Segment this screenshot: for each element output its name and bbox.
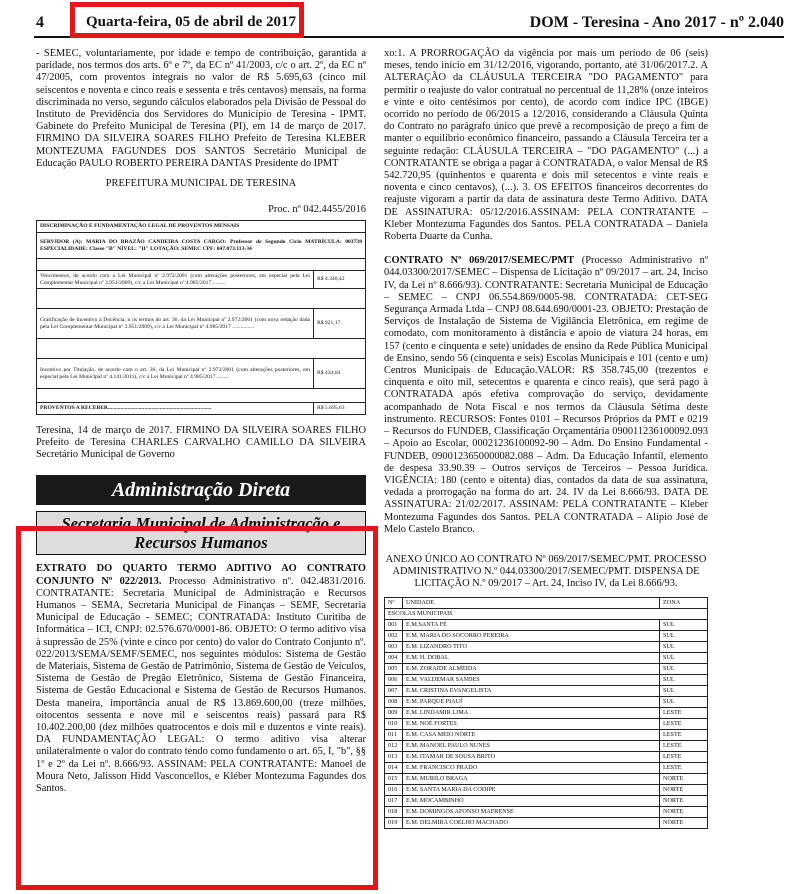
table-row (37, 359, 366, 389)
school-number: 005 (385, 663, 403, 674)
school-unit: E.M. SANTA MARIA DA CODIPE (403, 784, 660, 795)
table-row (385, 762, 708, 773)
closing-paragraph: Teresina, 14 de março de 2017. FIRMINO DA SILVEIRA SOARES FILHO Prefeito de Teresina CHARLES CARVALHO CAMILLO DA SILVEIRA Secretário Municipal de Governo (36, 424, 366, 461)
school-zone: SUL (660, 641, 708, 652)
schools-header-zone: ZONA (660, 597, 708, 608)
school-unit: E.M. CRISTINA EVANGELISTA (403, 685, 660, 696)
date-highlight-box (70, 2, 304, 38)
proventos-value: R$ 4.340,42 (314, 271, 366, 289)
intro-paragraph: - SEMEC, voluntariamente, por idade e tempo de contribuição, garantida a paridade, nos termos dos arts. 6º e 7º, da EC nº 41/2003, c/c o art. 2º, da EC nº 47/2005, com proventos integrais no valor de R$ 5.695,63 (cinco mil seiscentos e noventa e cinco reais e sessenta e três centavos) mensais, na forma discriminada no verso, segundo cálculos elaborados pela Divisão de Pessoal do Instituto de Previdência dos Servidores do Município de Teresina - IPMT. Gabinete do Prefeito Municipal de Teresina (PI), em 14 de março de 2017. FIRMINO DA SILVEIRA SOARES FILHO Prefeito de Teresina KLEBER MONTEZUMA FAGUNDES DOS SANTOS Secretário Municipal de Educação PAULO ROBERTO PEREIRA DANTAS Presidente do IPMT (36, 48, 366, 169)
table-row (37, 403, 366, 415)
school-unit: E.M. LIZANDRO TITO (403, 641, 660, 652)
right-column (384, 48, 708, 829)
table-row (385, 630, 708, 641)
school-unit: E.M. FRANCISCO PRADO (403, 762, 660, 773)
table-row (385, 751, 708, 762)
school-number: 004 (385, 652, 403, 663)
school-number: 014 (385, 762, 403, 773)
process-number: Proc. nº 042.4455/2016 (268, 204, 366, 216)
page-number: 4 (36, 14, 44, 31)
school-unit: E.M. CASA MEIO NORTE (403, 729, 660, 740)
school-unit: E.M. NOÉ FORTES (403, 718, 660, 729)
school-unit: E.M. VALDEMAR SANDES (403, 674, 660, 685)
publication-date: Quarta-feira, 05 de abril de 2017 (86, 14, 296, 30)
school-zone: LESTE (660, 729, 708, 740)
school-number: 002 (385, 630, 403, 641)
table-row (385, 806, 708, 817)
extract-title: EXTRATO DO QUARTO TERMO ADITIVO AO CONTRATO CONJUNTO Nº 022/2013. (36, 563, 366, 587)
school-unit: E.M. MANOEL PAULO NUNES (403, 740, 660, 751)
school-number: 019 (385, 817, 403, 828)
school-number: 017 (385, 795, 403, 806)
journal-title: DOM - Teresina - Ano 2017 - nº 2.040 (529, 14, 784, 31)
school-unit: E.M. MURILO BRAGA (403, 773, 660, 784)
school-number: 009 (385, 707, 403, 718)
contract-body: (Processo Administrativo nº 044.03300/2017/SEMEC – Dispensa de Licitação nº 09/2017 – art. 24, Inciso IV, da Lei nº 8.666/93). CONTRATANTE: Secretaria Municipal de Educação – SEMEC – CNPJ 06.554.869/0005-98. CONTRATADA: CET-SEG Segurança Armada Ltda – CNPJ 08.644.690/0001-23. OBJETO: Prestação de Serviços de Instalação de Sistema de Vigilância Eletrônica, em regime de comodato, com monitoramento à distância e apoio de viatura 24 horas, em 157 (cento e cinquenta e sete) unidades de ensino da Rede Pública Municipal de Ensino, sendo 56 (cinquenta e seis) Escolas Municipais e 101 (cento e um) Centros Municipais de Educação.VALOR: R$ 358.745,00 (trezentos e cinquenta e oito mil, setecentos e quarenta e cinco reais), que será pago à CONTRATADA após efetiva comprovação do serviço, devidamente acompanhado de Nota Fiscal e nos termos da Cláusula Sétima deste instrumento. RECURSOS: Fontes 0101 – Recursos Próprios da PMT e 0219 – Recursos do FUNDEB, Classificação Orçamentária 090011236100092.093 – Apoio ao Escolar, 00021236100092-90 – Adm. Do Ensino Fundamental - FUNDEB, 0900123650000082.088 – Adm. Da Educação Infantil, elemento de despesa 33.90.39 – Outros serviços de Terceiros – Pessoa Jurídica. VIGÊNCIA: 180 (cento e oitenta) dias, contados da data de sua assinatura, vedada a prorrogação na forma do art. 24. IV da Lei 8.666/93. DATA DE ASSINATURA: 21/02/2017. ASSINAM: PELA CONTRATANTE – Kleber Montezuma Fagundes dos Santos. PELA CONTRATADA – Alípio José de Melo Castelo Branco. (384, 255, 709, 535)
school-zone: NORTE (660, 795, 708, 806)
table-row (37, 271, 366, 289)
school-number: 012 (385, 740, 403, 751)
section-highlight-box (16, 526, 378, 890)
school-zone: NORTE (660, 817, 708, 828)
table-row (385, 784, 708, 795)
school-zone: SUL (660, 663, 708, 674)
proventos-desc: Incentivo por Titulação, de acordo com o art. 36, da Lei Municipal nº 2.972/2001 (com alterações posteriores, em especial pela Lei Municipal nº 4.141/2011), c/c a Lei Municipal nº 4.985/2017 ......... (37, 359, 314, 389)
section-banner: Administração Direta (36, 475, 366, 505)
school-zone: SUL (660, 619, 708, 630)
prefeitura-heading: PREFEITURA MUNICIPAL DE TERESINA (105, 178, 297, 190)
schools-header-number: Nº (385, 597, 403, 608)
table-row (385, 641, 708, 652)
school-unit: E.M. DELMIRA COELHO MACHADO (403, 817, 660, 828)
school-number: 011 (385, 729, 403, 740)
contract-title: CONTRATO Nº 069/2017/SEMEC/PMT (384, 255, 575, 267)
school-number: 015 (385, 773, 403, 784)
proventos-servant-info: SERVIDOR (A): MARIA DO BRAZÃO CANDEIRA COSTA CARGO: Professor de Segundo Ciclo MATRÍCULA: 003738 ESPECIALIDADE: Classe "B" NÍVEL: "II" LOTAÇÃO: SEMEC CPF: 047.073.113-34 (37, 233, 366, 259)
schools-header-unit: UNIDADE (403, 597, 660, 608)
proventos-desc: Gratificação de Incentivo à Docência, n os termos do art. 36, da Lei Municipal nº 2.972/2001 (com nova redação dada pela Lei Complementar Municipal nº 3.951/2009), c/c a Lei Municipal nº 4.985/2017 ................ (37, 309, 314, 339)
school-zone: LESTE (660, 740, 708, 751)
school-unit: E.M. ITAMAR DE SOUSA BRITO (403, 751, 660, 762)
table-row (385, 773, 708, 784)
school-zone: LESTE (660, 718, 708, 729)
school-unit: E.M. ZORAIDE ALMEIDA (403, 663, 660, 674)
school-unit: E.M. MOCAMBINHO (403, 795, 660, 806)
section-subtitle: Secretaria Municipal de Administração e Recursos Humanos (36, 511, 366, 555)
school-zone: SUL (660, 652, 708, 663)
proventos-value: R$ 921,17 (314, 309, 366, 339)
table-row (385, 696, 708, 707)
table-row (385, 718, 708, 729)
school-unit: E.M.SANTA FÉ (403, 619, 660, 630)
school-zone: LESTE (660, 751, 708, 762)
table-row (385, 674, 708, 685)
table-row (385, 685, 708, 696)
school-number: 013 (385, 751, 403, 762)
school-unit: E.M. MARIA DO SOCORRO PEREIRA (403, 630, 660, 641)
table-row (385, 817, 708, 828)
school-zone: SUL (660, 630, 708, 641)
proventos-value: R$ 434,04 (314, 359, 366, 389)
school-unit: E.M. H. DOBAL (403, 652, 660, 663)
schools-table (384, 597, 708, 829)
table-row (385, 663, 708, 674)
school-number: 007 (385, 685, 403, 696)
table-row (37, 309, 366, 339)
school-zone: NORTE (660, 806, 708, 817)
school-zone: SUL (660, 685, 708, 696)
school-number: 016 (385, 784, 403, 795)
school-number: 003 (385, 641, 403, 652)
proventos-total-value: R$ 5.695,63 (314, 403, 366, 415)
proventos-table (36, 220, 366, 414)
school-zone: NORTE (660, 773, 708, 784)
extract-body: Processo Administrativo nº. 042.4831/2016. CONTRATANTE: Secretaria Municipal de Administração e Recursos Humanos – SEMA, Secretaria Municipal de Finanças – SEMF, Secretaria Municipal de Educação - SEMEC; CONTRATADA: Instituto Curitiba de Informática – ICI, CNPJ: 02.576.670/0001-86. OBJETO: O termo aditivo visa à supressão de 25% (vinte e cinco por cento) do valor do Contrato Conjunto nº. 022/2013/SEMA/SEMF/SEMEC, nos seguintes módulos: Sistema de Gestão de Materiais, Sistema de Gestão de Patrimônio, Sistema de Gestão de Veículos, Sistema de Gestão de Pregão Eletrônico, Sistema de Gestão Financeira, Sistema de Gestão Educacional e Sistema de Gestão de Recursos Humanos. Desta maneira, importância anual de R$ 13.869.600,00 (treze milhões, oitocentos sessenta e nove mil e seiscentos reais) passará para R$ 10.402.200,00 (dez milhões quatrocentos e dois mil e duzentos e vinte reais). DA FUNDAMENTAÇÃO LEGAL: O termo aditivo visa alterar unilateralmente o valor do contrato tendo como fundamento o art. 65, I, "b", §§ 1º e 2º da Lei nº. 8.666/93. ASSINAM: PELA CONTRATANTE: Manoel de Moura Neto, Jalisson Hidd Vasconcellos, e Kléber Montezuma Fagundes dos Santos. (36, 575, 366, 795)
schools-group-label: ESCOLAS MUNICIPAIS (385, 608, 708, 619)
school-number: 008 (385, 696, 403, 707)
school-zone: LESTE (660, 762, 708, 773)
school-zone: LESTE (660, 707, 708, 718)
continuation-paragraph: xo:1. A PRORROGAÇÃO da vigência por mais um período de 06 (seis) meses, tendo início em 31/12/2016, vigorando, portanto, até 31/06/2017.2. A ALTERAÇÃO da CLÁUSULA TERCEIRA "DO PAGAMENTO" para permitir o reajuste do valor contratual no percentual de 11,28% (onze inteiros e vinte e oito centésimos por cento), de acordo com índice IPC (IBGE) ocorrido no período de 06/2015 a 12/2016, considerando a Cláusula Quinta do Contrato no parágrafo único que prevê a recomposição de preço a fim de manter o equilíbrio econômico financeiro, passando a Cláusula Terceira ter a seguinte redação: CLÁUSULA TERCEIRA – "DO PAGAMENTO" (...) a CONTRATANTE se obriga a pagar à CONTRATADA, o valor Mensal de R$ 542.720,95 (quinhentos e quarenta e dois mil setecentos e vinte reais e noventa e cinco centavos), (...). 3. OS EFEITOS financeiros decorrentes do reajuste vigoram a partir da data de assinatura deste Termo Aditivo. DATA DE ASSINATURA: 05/12/2016.ASSINAM: PELA CONTRATANTE – Kleber Montezuma Fagundes dos Santos. PELA CONTRATADA – Daniela Roberta Duarte da Cunha. (384, 48, 708, 243)
table-row (385, 729, 708, 740)
proventos-total-label: PROVENTOS A RECEBER.......................................................................... (37, 403, 314, 415)
school-number: 006 (385, 674, 403, 685)
school-number: 018 (385, 806, 403, 817)
school-number: 010 (385, 718, 403, 729)
table-row (385, 740, 708, 751)
table-row (385, 795, 708, 806)
proventos-table-title: DISCRIMINAÇÃO E FUNDAMENTAÇÃO LEGAL DE PROVENTOS MENSAIS (37, 221, 366, 233)
school-number: 001 (385, 619, 403, 630)
proventos-desc: Vencimentos, de acordo com a Lei Municipal nº 2.972/2001 (com alterações posteriores, em especial pela Lei Complementar Municipal nº 3.951/2009), c/c a Lei Municipal nº 4.985/2017 ......... (37, 271, 314, 289)
table-row (385, 707, 708, 718)
school-unit: E.M. PARQUE PIAUÍ (403, 696, 660, 707)
school-unit: E.M. DOMINGOS AFONSO MAFRENSE (403, 806, 660, 817)
table-row (385, 652, 708, 663)
school-unit: E.M. LINDAMIR LIMA (403, 707, 660, 718)
table-row (385, 619, 708, 630)
school-zone: NORTE (660, 784, 708, 795)
school-zone: SUL (660, 696, 708, 707)
annex-heading: ANEXO ÚNICO AO CONTRATO Nº 069/2017/SEMEC/PMT. PROCESSO ADMINISTRATIVO N.º 044.03300/2017/SEMEC/PMT. DISPENSA DE LICITAÇÃO N.º 09/2017 – Art. 24, Inciso IV, da Lei 8.666/93. (385, 553, 707, 590)
school-zone: SUL (660, 674, 708, 685)
